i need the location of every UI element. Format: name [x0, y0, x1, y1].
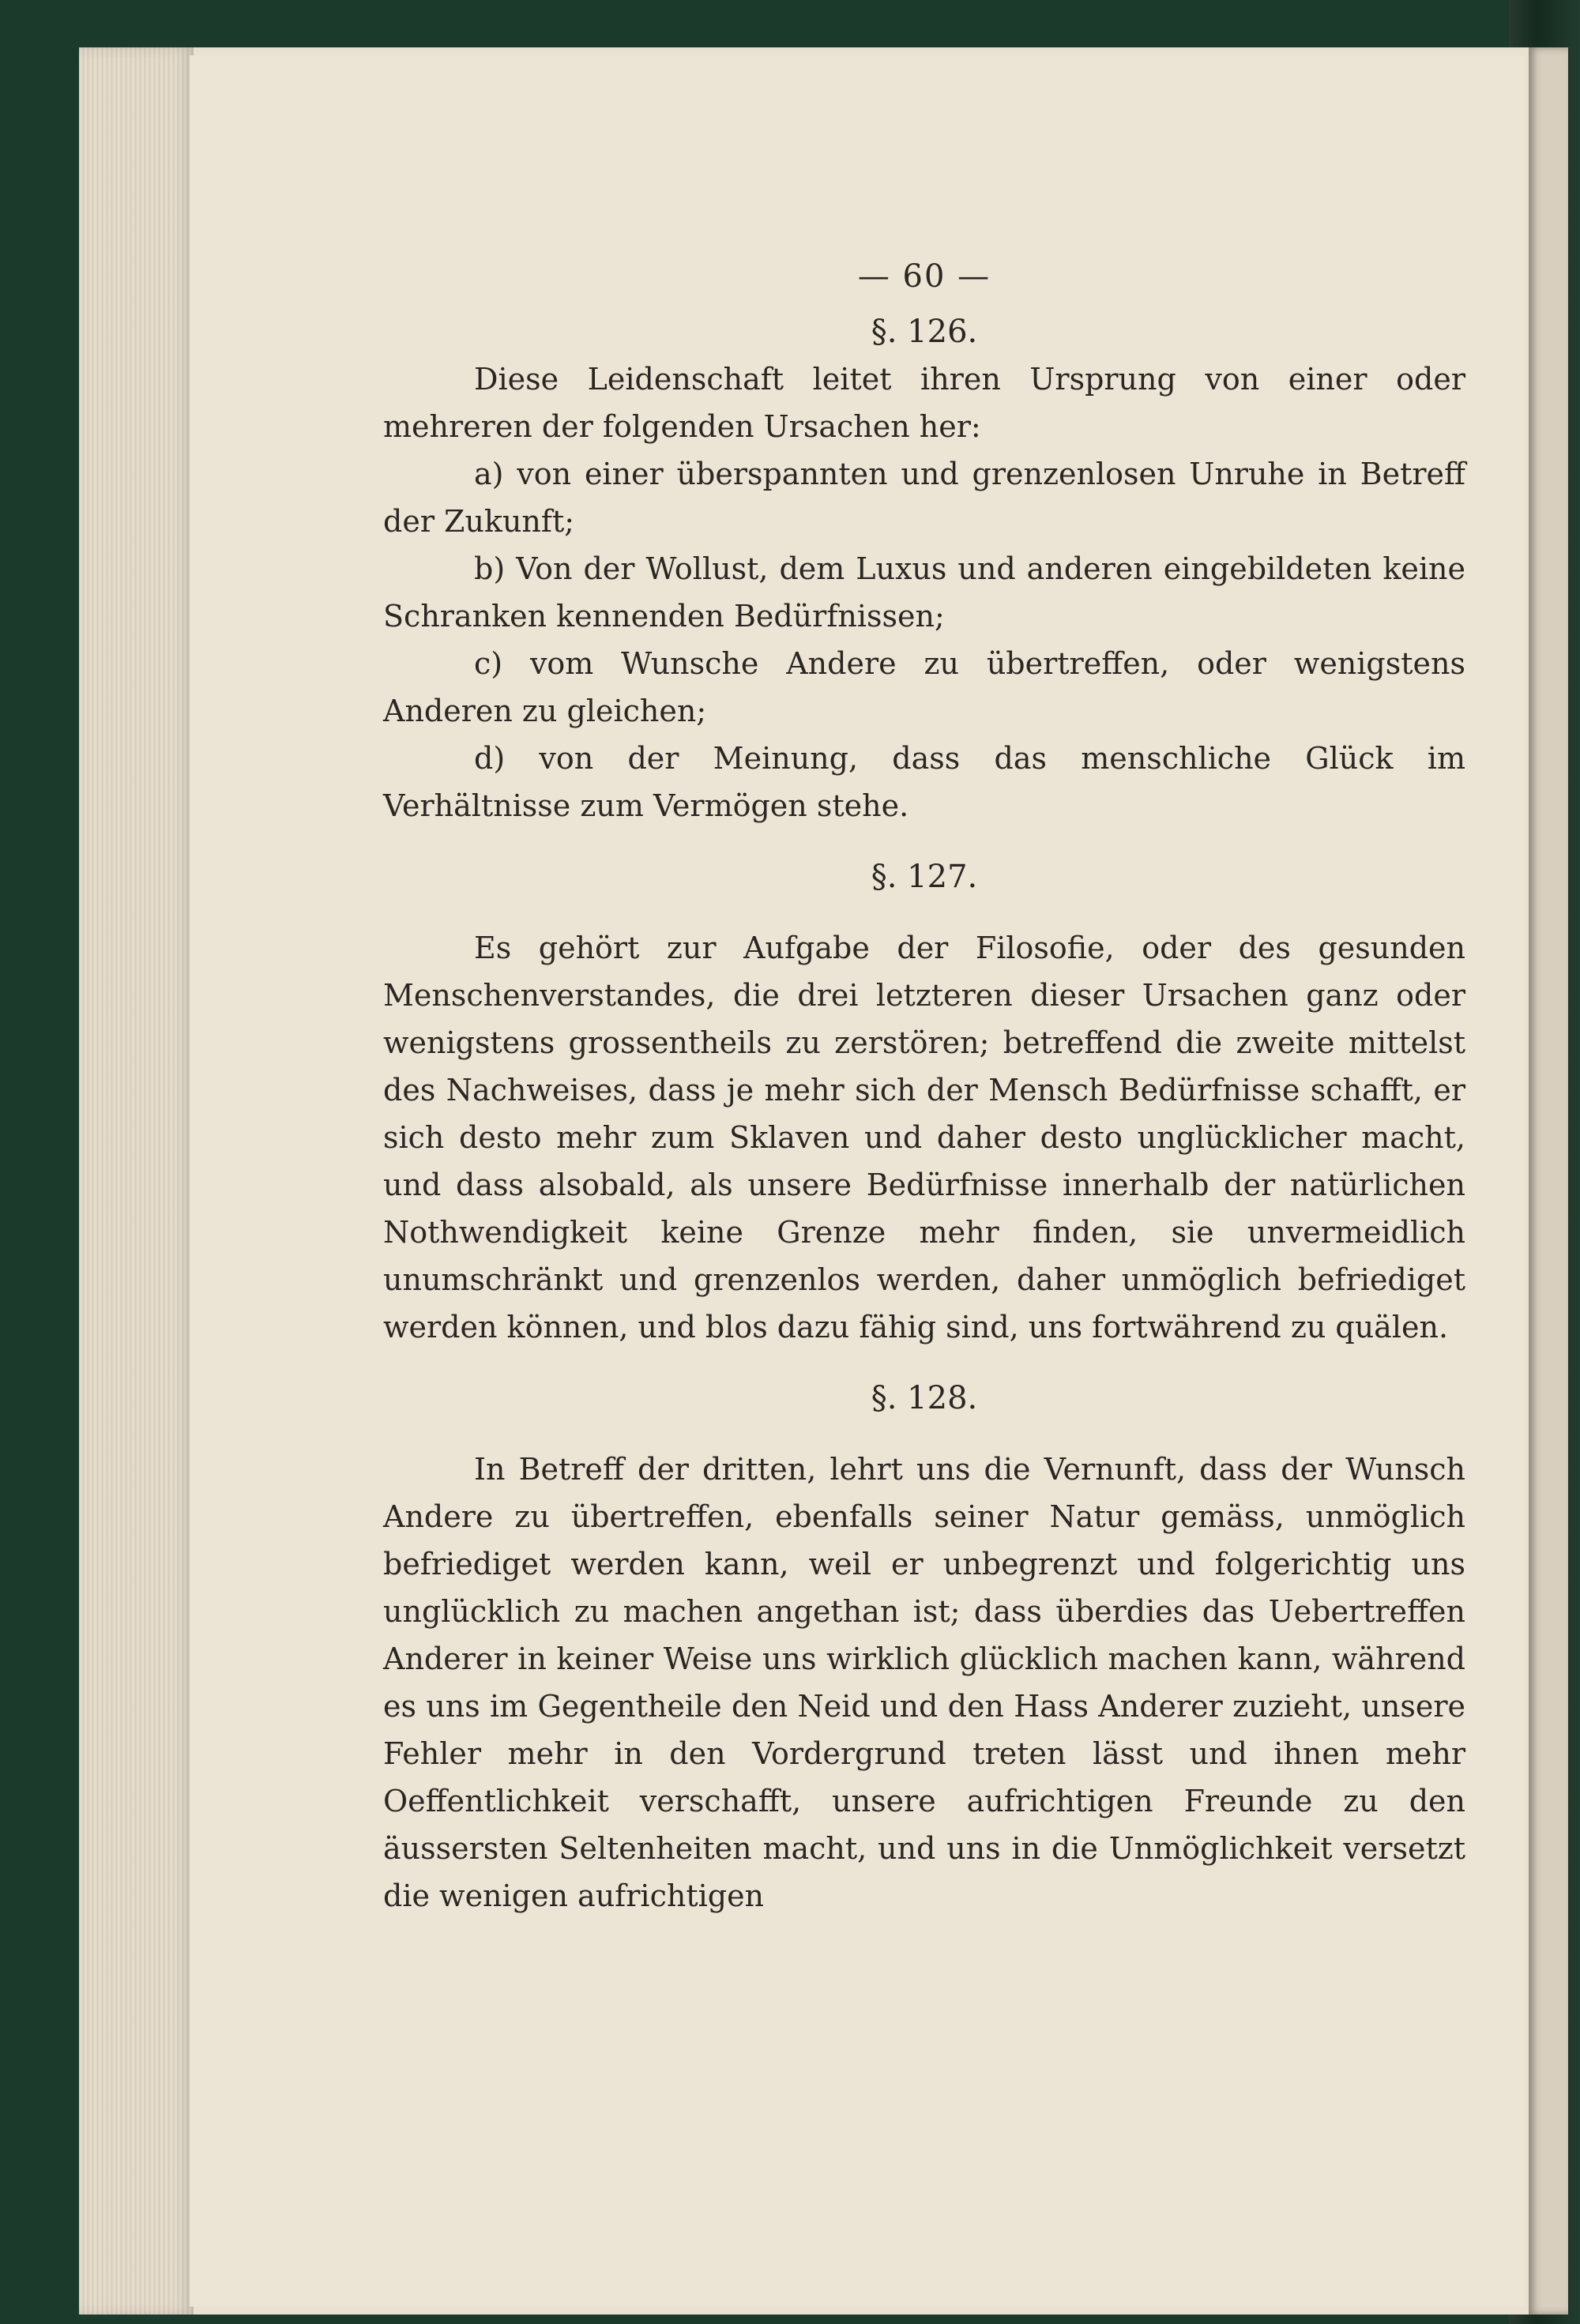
- section-126-intro: Diese Leidenschaft leitet ihren Ursprung von einer oder mehreren der folgenden Ursachen her:: [383, 362, 1465, 444]
- section-127-text: Es gehört zur Aufgabe der Filosofie, oder des gesunden Menschenverstandes, die drei letzteren dieser Ursachen ganz oder wenigstens grossentheils zu zerstören; betreffend die zweite mittelst des Nachweises, dass je mehr sich der Mensch Bedürfnisse schafft, er sich desto mehr zum Sklaven und daher desto unglücklicher macht, und dass alsobald, als unsere Bedürfnisse innerhalb der natürlichen Nothwendigkeit keine Grenze mehr finden, sie unvermeidlich unumschränkt und grenzenlos werden, daher unmöglich befriediget werden können, und blos dazu fähig sind, uns fortwährend zu quälen.: [383, 931, 1465, 1344]
- page-text: [383, 253, 1465, 1920]
- section-heading-127: §. 127.: [871, 859, 978, 895]
- cause-item-a: a) von einer überspannten und grenzenlosen Unruhe in Betreff der Zukunft;: [383, 457, 1465, 539]
- section-128-text: In Betreff der dritten, lehrt uns die Vernunft, dass der Wunsch Andere zu übertreffen, ebenfalls seiner Natur gemäss, unmöglich befriediget werden kann, weil er unbegrenzt und folgerichtig uns unglücklich zu machen angethan ist; dass überdies das Uebertreffen Anderer in keiner Weise uns wirklich glücklich machen kann, während es uns im Gegentheile den Neid und den Hass Anderer zuzieht, unsere Fehler mehr in den Vordergrund treten lässt und ihnen mehr Oeffentlichkeit verschafft, unsere aufrichtigen Freunde zu den äussersten Seltenheiten macht, und uns in die Unmöglichkeit versetzt die wenigen aufrichtigen: [383, 1452, 1465, 1913]
- section-heading-128: §. 128.: [871, 1380, 978, 1416]
- cause-item-b: b) Von der Wollust, dem Luxus und anderen eingebildeten keine Schranken kennenden Bedürfnissen;: [383, 551, 1465, 634]
- cause-item-c: c) vom Wunsche Andere zu übertreffen, oder wenigstens Anderen zu gleichen;: [383, 646, 1465, 728]
- section-heading-126: §. 126.: [871, 314, 978, 350]
- facing-page-edge: [1529, 47, 1568, 2315]
- cause-list: [383, 450, 1465, 829]
- page-number: — 60 —: [857, 258, 991, 295]
- page-edges: [79, 47, 194, 2315]
- cause-item-d: d) von der Meinung, dass das menschliche Glück im Verhältnisse zum Vermögen stehe.: [383, 741, 1465, 823]
